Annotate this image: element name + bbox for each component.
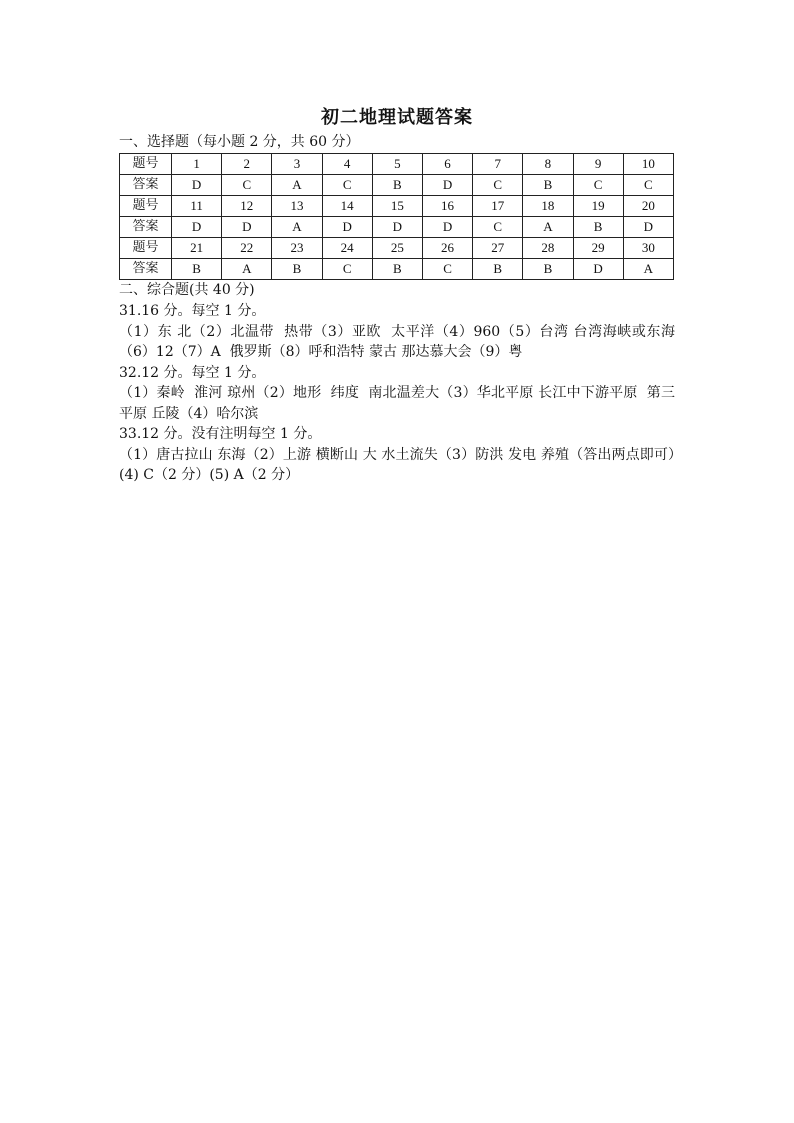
table-cell: A — [272, 175, 322, 196]
table-cell: 11 — [172, 196, 222, 217]
table-cell: 14 — [322, 196, 372, 217]
table-cell: B — [573, 217, 623, 238]
table-cell: 19 — [573, 196, 623, 217]
table-row — [120, 217, 674, 238]
table-cell: 20 — [623, 196, 673, 217]
table-row — [120, 238, 674, 259]
table-cell: C — [473, 217, 523, 238]
table-cell: C — [222, 175, 272, 196]
table-cell: 9 — [573, 154, 623, 175]
table-cell: 8 — [523, 154, 573, 175]
row-label: 答案 — [120, 175, 172, 196]
table-cell: C — [422, 259, 472, 280]
table-cell: 4 — [322, 154, 372, 175]
table-cell: C — [573, 175, 623, 196]
table-cell: A — [272, 217, 322, 238]
page-title: 初二地理试题答案 — [321, 107, 473, 128]
question-31-answer: （1）东 北（2）北温带 热带（3）亚欧 太平洋（4）960（5）台湾 台湾海峡或东海（6）12（7）A 俄罗斯（8）呼和浩特 蒙古 那达慕大会（9）粤 — [119, 323, 675, 360]
table-cell: D — [222, 217, 272, 238]
question-33-answer: （1）唐古拉山 东海（2）上游 横断山 大 水土流失（3）防洪 发电 养殖（答出两点即可）(4) C（2 分）(5) A（2 分） — [119, 446, 675, 483]
table-cell: D — [623, 217, 673, 238]
table-cell: B — [272, 259, 322, 280]
table-cell: 5 — [372, 154, 422, 175]
table-cell: B — [172, 259, 222, 280]
table-cell: D — [372, 217, 422, 238]
row-label: 题号 — [120, 196, 172, 217]
section-1-heading: 一、选择题（每小题 2 分，共 60 分） — [119, 134, 360, 150]
table-cell: A — [623, 259, 673, 280]
table-cell: 24 — [322, 238, 372, 259]
table-row — [120, 175, 674, 196]
table-cell: 28 — [523, 238, 573, 259]
table-cell: 1 — [172, 154, 222, 175]
question-32-answer: （1）秦岭 淮河 琼州（2）地形 纬度 南北温差大（3）华北平原 长江中下游平原 第三 平原 丘陵（4）哈尔滨 — [119, 385, 680, 422]
table-cell: C — [322, 259, 372, 280]
table-cell: 22 — [222, 238, 272, 259]
table-cell: 17 — [473, 196, 523, 217]
table-cell: D — [422, 175, 472, 196]
table-cell: 23 — [272, 238, 322, 259]
table-cell: 10 — [623, 154, 673, 175]
table-cell: 16 — [422, 196, 472, 217]
table-cell: A — [222, 259, 272, 280]
answer-document — [119, 104, 680, 486]
table-cell: 18 — [523, 196, 573, 217]
table-cell: C — [322, 175, 372, 196]
row-label: 题号 — [120, 154, 172, 175]
table-cell: 6 — [422, 154, 472, 175]
row-label: 题号 — [120, 238, 172, 259]
row-label: 答案 — [120, 217, 172, 238]
table-cell: D — [322, 217, 372, 238]
section-2-heading: 二、综合题(共 40 分) — [119, 282, 255, 298]
table-cell: 7 — [473, 154, 523, 175]
table-row — [120, 259, 674, 280]
table-row — [120, 154, 674, 175]
table-cell: D — [172, 217, 222, 238]
table-cell: 29 — [573, 238, 623, 259]
table-cell: 30 — [623, 238, 673, 259]
table-cell: 27 — [473, 238, 523, 259]
question-32-label: 32.12 分。每空 1 分。 — [119, 364, 266, 381]
table-cell: 21 — [172, 238, 222, 259]
table-cell: B — [523, 175, 573, 196]
table-cell: 26 — [422, 238, 472, 259]
table-cell: D — [573, 259, 623, 280]
table-cell: 12 — [222, 196, 272, 217]
table-cell: 3 — [272, 154, 322, 175]
table-row — [120, 196, 674, 217]
table-cell: D — [422, 217, 472, 238]
table-cell: 13 — [272, 196, 322, 217]
table-cell: C — [623, 175, 673, 196]
table-cell: B — [372, 175, 422, 196]
table-cell: B — [523, 259, 573, 280]
table-cell: 2 — [222, 154, 272, 175]
row-label: 答案 — [120, 259, 172, 280]
table-cell: 15 — [372, 196, 422, 217]
question-31-label: 31.16 分。每空 1 分。 — [119, 303, 266, 319]
table-cell: A — [523, 217, 573, 238]
table-cell: 25 — [372, 238, 422, 259]
table-cell: B — [473, 259, 523, 280]
table-cell: B — [372, 259, 422, 280]
question-33-label: 33.12 分。没有注明每空 1 分。 — [119, 426, 322, 442]
table-cell: C — [473, 175, 523, 196]
table-cell: D — [172, 175, 222, 196]
multiple-choice-answer-table — [119, 153, 674, 280]
